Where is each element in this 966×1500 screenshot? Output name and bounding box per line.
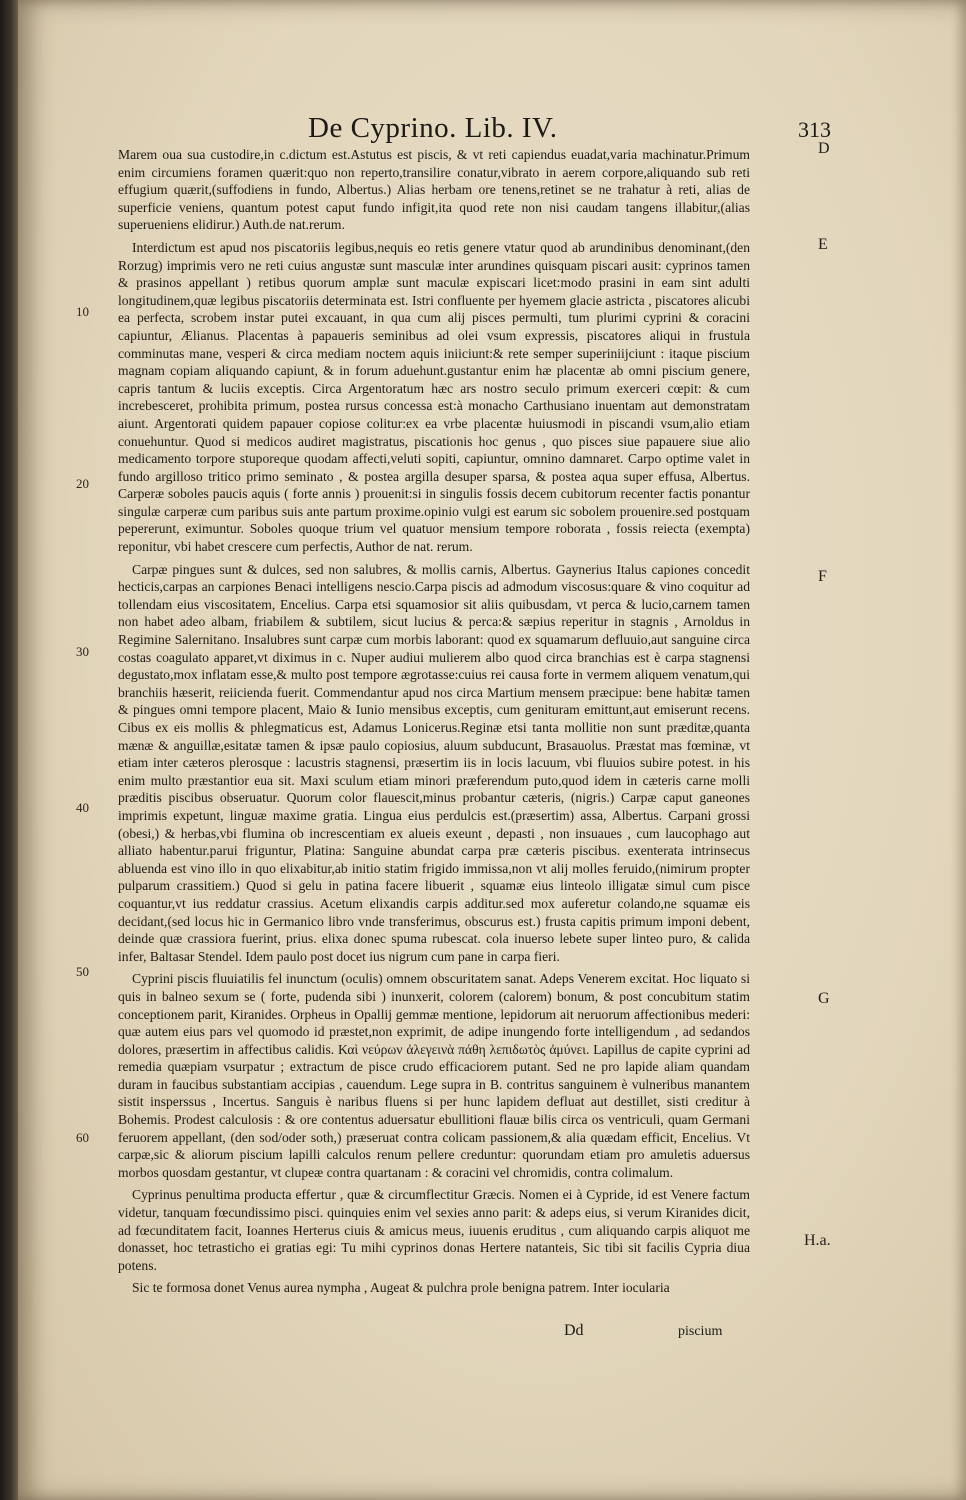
book-page bbox=[18, 0, 966, 1500]
paragraph-sic-te-formosa: Sic te formosa donet Venus aurea nympha , Augeat & pulchra prole benigna patrem. Inter iocularia bbox=[132, 1280, 670, 1296]
line-number-30: 30 bbox=[76, 644, 89, 659]
paragraph-cyprini-piscis: Cyprini piscis fluuiatilis fel inunctum (oculis) omnem obscuritatem sanat. Adeps Venerem excitat. Hoc liquato si quis in balneo sexum se ( forte, pudenda sibi ) inunxerit, colorem (calorem) bonum, & post concubitum statim conceptionem parit, Kiranides. Orpheus in Opallij gemmæ mentione, lepidorum ait neruorum affectionibus mederi: quæ autem eius pars vel quomodo id præstet,non exprimit, de adipe inungendo forte intelligendum , ad sedandos dolores, præsertim in affectibus calidis. Καὶ νεύρων ἀλεγεινὰ πάθη λεπιδωτὸς ἀμύνει. Lapillus de capite cyprini ad remedia quæpiam vsurpatur ; extractum de pisce crudo efficaciorem putant. Sed ne pro lapide aliam quandam duram in faucibus substantiam accipias , cauendum. Lege supra in B. contritus sanguinem è vulneribus manantem sistit insperssus , Incertus. Sanguis è naribus fluens si per hunc lapidem defluat aut destillet, sisti creditur à Bohemis. Prodest calculosis : & ore contentus aduersatur ebullitioni flauæ bilis circa os ventriculi, quam Germani feruorem appellant, (den sod/oder soth,) præseruat contra colicam passionem,& alia quædam efficit, Encelius. Vt carpæ,sic & aliorum piscium lapilli calculos renum pellere creduntur: quorundam etiam pro amuletis aduersus morbos quosdam gestantur, vt clupeæ contra quartanam : & coracini vel chromidis, contra colimalum. bbox=[118, 971, 750, 1180]
paragraph-interdictum: Interdictum est apud nos piscatoriis legibus,nequis eo retis genere vtatur quod ab arundinibus denominant,(den Rorzug) imprimis vero ne reti cuius angustæ sunt masculæ inter arundines quisquam piscari ausit: cyprinos tamen & prasinos appellant ) retibus quorum amplæ sunt maculæ expiscari licet:modo prasini in eam sint adulti longitudinem,quæ legibus piscatoriis determinata est. Istri confluente per hyemem glacie astricta , piscatores alicubi ea perfecta, scrobem instar putei excauant, in qua cum alij pisces permulti, tum plurimi cyprini & coracini capiuntur, Ælianus. Placentas à papaueris seminibus ad olei vsum expressis, piscatores aliqui in frustula comminutas mane, vesperi & circa mediam noctem aquis iniiciunt:& rete semper superiniijciunt : itaque piscium magnam copiam aliquando capiunt, & in forum aduehunt.gustantur enim hæ placentæ ab omni piscium genere, capris tantum & luciis exceptis. Circa Argentoratum hæc ars nostro seculo primum exerceri cœpit: & cum increbesceret, prohibita primum, postea rursus concessa est:à monacho Carthusiano inuentam aut demonstratam aiunt. Argentorati quidem papauer copiose colitur:ex ea vrbe placentæ huiusmodi in piscandi vsum,alio etiam conuehuntur. Quod si medicos audiret magistratus, piscationis hoc genus , quo pisces siue papauere siue alio medicamento torpore stuporeque quodam affecti,veluti sopiti, capiuntur, omnino damnaret. Carpo optime valet in fundo argilloso tritico primo seminato , & postea argilla desuper sparsa, & postea aqua super effusa, Albertus. Carperæ soboles paucis aquis ( forte annis ) prouenit:si in singulis fossis decem cubitorum recenter factis ponantur singulæ carperæ cum paribus suis ante partum proxime.opinio vulgi est earum sic sobolem prouenire.sed postquam pepererunt, eximuntur. Soboles quoque trium vel quatuor mensium tempore roborata , fossis reiecta (exempta) reponitur, vbi habet crescere cum perfectis, Author de nat. rerum. bbox=[118, 239, 750, 555]
page-number: 313 bbox=[798, 117, 831, 142]
line-number-10: 10 bbox=[76, 304, 89, 319]
main-text-column bbox=[118, 146, 750, 1302]
line-number-50: 50 bbox=[76, 964, 89, 979]
paragraph-cyprinus-penultima: Cyprinus penultima producta effertur , quæ & circumflectitur Græcis. Nomen ei à Cypride, id est Venere factum videtur, tanquam fœcundissimo pisci. quinquies enim vel sexies anno parit: & adeps eius, si verum Kiranides dicit, ad fœcunditatem facit, Ioannes Herterus ciuis & amicus meus, iuuenis eruditus , cum aliquando carpis aliquot me donasset, hoc tetrasticho ei gratias egi: Tu mihi cyprinos donas Hertere natanteis, Sic tibi sit facilis Cypria diua potens. bbox=[118, 1187, 750, 1273]
paragraph-marem: Marem oua sua custodire,in c.dictum est.Astutus est piscis, & vt reti capiendus euadat,varia machinatur.Primum enim circumiens foramen quærit:quo non reperto,transilire conatur,vibrato in aerem corpore,aliquando sub reti effugium quærit,(suffodiens in fundo, Albertus.) Alias herbam ore tenens,retinet se ne trahatur à reti, alias de superficie veniens, quantum potest caput fundo infigit,ita quod rete non nisi caudam tangens illabitur,(alias superueniens elidirur.) Auth.de nat.rerum. bbox=[118, 147, 750, 233]
margin-letter-g: G bbox=[818, 990, 830, 1007]
book-binding-edge bbox=[0, 0, 18, 1500]
margin-letter-ha: H.a. bbox=[804, 1232, 831, 1249]
paragraph-carpae: Carpæ pingues sunt & dulces, sed non salubres, & mollis carnis, Albertus. Gaynerius Italus capiones concedit hecticis,carpas an carpiones Benaci intelligens nescio.Carpa piscis ad admodum viscosus:quare & vino coquitur ad tollendam eius viscositatem, Encelius. Carpa etsi squamosior sit aliis quibusdam, vt perca & lucio,carnem tamen non habet adeo albam, friabilem & subtilem, sicut lucius & perca:& sæpius reperitur in stagnis , Arnoldus in Regimine Salernitano. Insalubres sunt carpæ cum morbis laborant: quod ex squamarum defluuio,aut sanguine circa costas coagulato apparet,vt diximus in c. Nuper audiui mulierem albo quod circa branchias est è carpa stagnensi degustato,mox inflatam esse,& multo post tempore ægrotasse:cuius rei causa forte in vermem aliquem venatum,qui branchiis hæserit, reiicienda fuerit. Commendantur apud nos circa Martium mensem præcipue: bene habitæ tamen & pingues omni tempore placent, Maio & Iunio mensibus exceptis, cum genituram emittunt,aut emiserunt recens. Cibus ex eis mollis & phlegmaticus est, Adamus Lonicerus.Reginæ etsi tanta mollitie non sunt præditæ,quanta mænæ & anguillæ,esitatæ tamen & ipsæ paulo copiosius, aluum subducunt, Brasauolus. Præstat mas fœminæ, vt etiam inter cæteros plerosque : lacustris stagnensi, præsertim iis in locis lacuum, vbi fluuios subire potest. in his enim multo præstantior eua sit. Maxi sculum etiam minori præferendum puto,quod idem in cæteris carne molli præditis piscibus obseruatur. Quorum color flauescit,minus probantur cæteris, (nigris.) Carpæ caput ganeones imprimis expetunt, linguæ maxime gratia. Lingua eius perdulcis est.(præsertim) assa, Albertus. Carpani grossi (obesi,) & herbas,vbi flumina ob increscentiam ex alueis exeunt , depasti , non insuaues , cum laucophago aut alliato habentur.parui friguntur, Platina: Sanguine abundat carpa præ cæteris piscibus. exenterata intrinsecus abluenda est vino illo in quo elixabitur,ab initio statim frigido immissa,non vt alij molles feruido,(nimirum propter pulparum crassitiem.) Quod si gelu in patina facere libuerit , squamæ eius linteolo illigatæ simul cum pisce coquantur,vt ius reddatur crassius. Acetum elixandis carpis additur.sed mox auferetur colando,ne squamæ eis decidant,(sed locus hic in Germanico libro vnde transferimus, obscurus est.) frusta capitis primum imponi debent, deinde quæ crassiora fuerint, prius. elixa donec spuma rubescat. cola inuerso lebete super linteo puro, & calida infer, Baltasar Stendel. Idem paulo post docet ius nigrum cum pane in carpa fieri. bbox=[118, 561, 750, 964]
signature-mark: Dd bbox=[564, 1322, 584, 1339]
margin-letter-e: E bbox=[818, 236, 828, 253]
margin-letter-d: D bbox=[818, 140, 830, 157]
line-number-20: 20 bbox=[76, 476, 89, 491]
line-number-60: 60 bbox=[76, 1130, 89, 1145]
line-number-40: 40 bbox=[76, 800, 89, 815]
margin-letter-f: F bbox=[818, 568, 827, 585]
running-head: De Cyprino. Lib. IV. bbox=[308, 112, 558, 144]
catchword: piscium bbox=[678, 1324, 723, 1339]
